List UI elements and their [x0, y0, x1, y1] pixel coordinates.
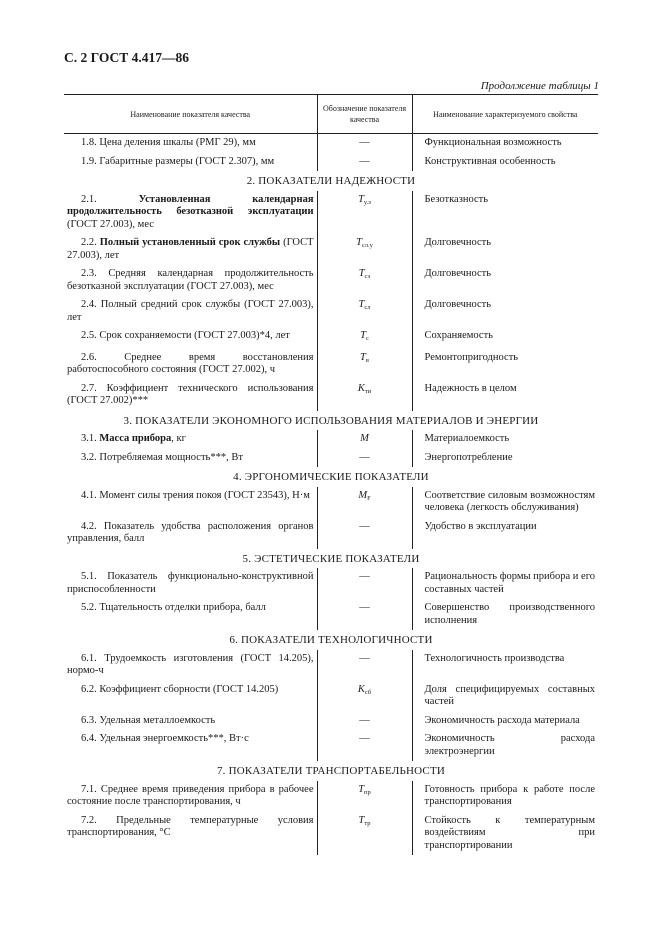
row-name: (ГОСТ 27.003), мес [67, 218, 154, 230]
row-symbol-dash: — [359, 571, 370, 582]
section-heading-row [64, 630, 598, 650]
page-title: С. 2 ГОСТ 4.417—86 [64, 50, 190, 65]
row-property: Стойкость к температурным воздействиям при транспортировании [412, 812, 598, 856]
section-heading-row [64, 761, 598, 781]
row-name: Срок сохраняемости (ГОСТ 27.003)*4, лет [99, 330, 290, 341]
column-header-name: Наименование показателя качества [64, 95, 317, 134]
quality-indicators-table [64, 94, 598, 855]
table-row [64, 487, 598, 518]
table-row [64, 712, 598, 731]
row-name: Тщательность отделки прибора, балл [99, 602, 266, 613]
column-header-symbol: Обозначение показателя качества [317, 95, 412, 134]
row-symbol: T [356, 237, 362, 248]
row-property: Долговечность [412, 234, 598, 265]
row-symbol: T [360, 351, 366, 363]
row-number: 6.2. [81, 683, 97, 695]
row-number: 1.9. [81, 155, 97, 167]
table-row [64, 599, 598, 630]
row-name: Показатель удобства расположения органов управления, балл [67, 520, 314, 544]
row-symbol-dash: — [359, 652, 370, 664]
row-name: Удельная металлоемкость [99, 714, 216, 726]
table-row [64, 191, 598, 235]
section-heading-row [64, 467, 598, 487]
row-number: 2.7. [81, 382, 97, 394]
table-header-row [64, 95, 598, 134]
row-symbol-subscript: пр [364, 788, 371, 796]
row-symbol-subscript: сэ [364, 273, 371, 280]
row-symbol-subscript: сл [364, 304, 371, 311]
row-property: Готовность прибора к работе после транспортирования [412, 781, 598, 812]
row-symbol-subscript: ти [364, 387, 372, 395]
row-symbol-dash: — [359, 733, 370, 744]
table-row [64, 380, 598, 411]
row-name: Трудоемкость изготовления (ГОСТ 14.205), нормо-ч [67, 652, 314, 676]
section-title: 2. ПОКАЗАТЕЛИ НАДЕЖНОСТИ [246, 175, 416, 187]
section-title: 3. ПОКАЗАТЕЛИ ЭКОНОМНОГО ИСПОЛЬЗОВАНИЯ МАТЕРИАЛОВ И ЭНЕРГИИ [123, 414, 539, 427]
table-row [64, 781, 598, 812]
row-number: 2.1. [81, 193, 97, 205]
table-row [64, 650, 598, 681]
row-number: 5.1. [81, 571, 97, 582]
row-property: Функциональная возможность [412, 134, 598, 153]
row-name-bold: Масса прибора [99, 433, 172, 444]
table-row [64, 153, 598, 172]
row-name: Потребляемая мощность***, Вт [99, 451, 243, 463]
row-symbol: T [358, 193, 364, 205]
row-property: Соответствие силовым возможностям человека (легкость обслуживания) [412, 487, 598, 518]
row-symbol-dash: — [359, 714, 370, 726]
row-number: 3.1. [81, 433, 97, 444]
table-row [64, 568, 598, 599]
row-number: 2.3. [81, 268, 97, 279]
section-title: 4. ЭРГОНОМИЧЕСКИЕ ПОКАЗАТЕЛИ [233, 471, 429, 483]
row-symbol-subscript: у.э [363, 198, 371, 206]
row-symbol-dash: — [359, 451, 370, 463]
table-row [64, 449, 598, 468]
row-symbol: K [357, 382, 365, 394]
row-symbol-dash: — [359, 520, 370, 532]
row-name: , кг [171, 433, 186, 444]
row-name: (ГОСТ 27.003), лет [67, 237, 314, 261]
table-continuation-note: Продолжение таблицы 1 [480, 80, 599, 92]
row-property: Совершенство производственного исполнения [412, 599, 598, 630]
row-number: 7.2. [81, 814, 97, 826]
row-name-bold: Установленная календарная продолжительность безотказной эксплуатации [67, 193, 314, 217]
row-property: Материалоемкость [412, 430, 598, 449]
row-name: Предельные температурные условия транспортирования, °С [67, 814, 314, 838]
row-symbol: K [357, 683, 365, 695]
row-name: Среднее время восстановления работоспособного состояния (ГОСТ 27.002), ч [67, 351, 314, 375]
row-symbol: T [358, 783, 365, 795]
row-name: Средняя календарная продолжительность безотказной эксплуатации (ГОСТ 27.003), мес [67, 268, 314, 292]
row-property: Конструктивная особенность [412, 153, 598, 172]
row-symbol: T [358, 268, 365, 279]
row-property: Безотказность [412, 191, 598, 235]
row-property: Рациональность формы прибора и его составных частей [412, 568, 598, 599]
section-title: 5. ЭСТЕТИЧЕСКИЕ ПОКАЗАТЕЛИ [242, 552, 420, 565]
row-number: 2.5. [81, 330, 97, 341]
row-symbol-subscript: с [365, 335, 369, 342]
row-property: Энергопотребление [412, 449, 598, 468]
table-row [64, 296, 598, 327]
table-row [64, 265, 598, 296]
row-symbol-subscript: тр [364, 819, 371, 827]
row-name: Коэффициент сборности (ГОСТ 14.205) [99, 683, 279, 695]
row-symbol-subscript: сб [364, 688, 372, 696]
row-number: 4.2. [81, 520, 97, 532]
section-title: 6. ПОКАЗАТЕЛИ ТЕХНОЛОГИЧНОСТИ [229, 634, 433, 646]
row-symbol-subscript: сл.у [361, 242, 373, 249]
section-heading-row [64, 171, 598, 191]
table-row [64, 327, 598, 349]
row-property: Удобство в эксплуатации [412, 518, 598, 549]
row-name-bold: Полный установленный срок службы [99, 237, 281, 248]
row-symbol: T [358, 299, 365, 310]
row-symbol-subscript: в [365, 356, 369, 364]
row-property: Ремонтопригодность [412, 349, 598, 380]
section-heading-row [64, 549, 598, 569]
row-name: Момент силы трения покоя (ГОСТ 23543), Н·м [99, 489, 310, 501]
row-number: 6.4. [81, 733, 97, 744]
table-row [64, 681, 598, 712]
table-row [64, 518, 598, 549]
section-heading-row [64, 411, 598, 431]
row-number: 2.2. [81, 237, 97, 248]
row-name: Цена деления шкалы (РМГ 29), мм [99, 137, 256, 148]
row-symbol-subscript: F [367, 494, 371, 502]
table-row [64, 730, 598, 761]
row-symbol: T [360, 330, 366, 341]
row-number: 3.2. [81, 451, 97, 463]
row-property: Технологичность производства [412, 650, 598, 681]
row-name: Среднее время приведения прибора в рабочее состояние после транспортирования, ч [67, 783, 314, 807]
row-symbol: T [358, 814, 365, 826]
row-property: Экономичность расхода материала [412, 712, 598, 731]
table-row [64, 812, 598, 856]
row-property: Надежность в целом [412, 380, 598, 411]
row-number: 1.8. [81, 137, 97, 148]
row-number: 2.4. [81, 299, 97, 310]
row-number: 6.1. [81, 652, 97, 664]
row-property: Долговечность [412, 296, 598, 327]
row-number: 2.6. [81, 351, 97, 363]
row-symbol: M [360, 433, 369, 444]
row-symbol: — [317, 134, 412, 153]
row-name: Удельная энергоемкость***, Вт·с [99, 733, 249, 744]
row-number: 6.3. [81, 714, 97, 726]
row-symbol: — [317, 153, 412, 172]
row-name: Показатель функционально-конструктивной приспособленности [67, 571, 314, 595]
table-row [64, 234, 598, 265]
row-property: Сохраняемость [412, 327, 598, 349]
row-name: Полный средний срок службы (ГОСТ 27.003), лет [67, 299, 314, 323]
table-row [64, 349, 598, 380]
column-header-property: Наименование характеризуемого свойства [412, 95, 598, 134]
row-name: Габаритные размеры (ГОСТ 2.307), мм [99, 155, 275, 167]
row-number: 5.2. [81, 602, 97, 613]
section-title: 7. ПОКАЗАТЕЛИ ТРАНСПОРТАБЕЛЬНОСТИ [216, 765, 446, 777]
row-number: 7.1. [81, 783, 97, 795]
row-symbol-dash: — [359, 602, 370, 613]
row-property: Долговечность [412, 265, 598, 296]
row-number: 4.1. [81, 489, 97, 501]
row-symbol: M [358, 489, 368, 501]
table-row [64, 134, 598, 153]
row-property: Доля специфицируемых составных частей [412, 681, 598, 712]
row-property: Экономичность расхода электроэнергии [412, 730, 598, 761]
row-name: Коэффициент технического использования (ГОСТ 27.002)*** [67, 382, 314, 406]
table-row [64, 430, 598, 449]
